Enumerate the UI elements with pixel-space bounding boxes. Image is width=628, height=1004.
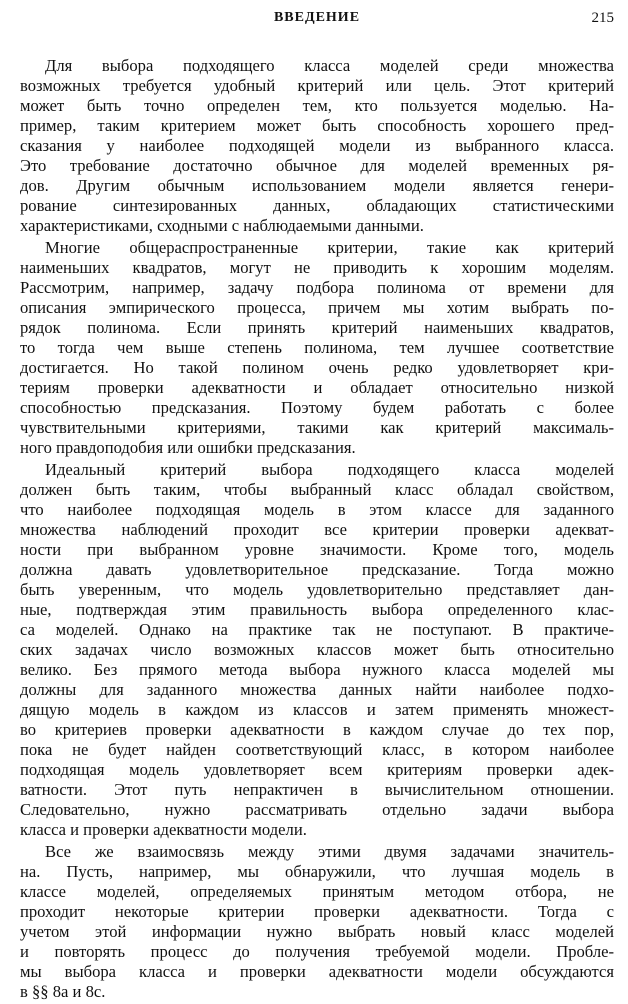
text-line: учетом этой информации нужно выбрать новый класс моделей [20, 922, 614, 941]
page-number: 215 [591, 10, 614, 26]
running-title: ВВЕДЕНИЕ [273, 10, 361, 25]
text-line: характеристиками, сходными с наблюдаемыми данными. [20, 216, 424, 235]
text-line: Все же взаимосвязь между этими двумя задачами значитель- [45, 842, 614, 861]
text-line: должен быть таким, чтобы выбранный класс обладал свойством, [20, 480, 614, 499]
text-line: должны для заданного множества данных найти наиболее подхо- [20, 680, 614, 699]
text-line: ских задачах число возможных классов может быть относительно [20, 640, 614, 659]
paragraph [20, 460, 614, 840]
text-line: достигается. Но такой полином очень редко удовлетворяет кри- [20, 358, 614, 377]
text-line: что наиболее подходящая модель в этом классе для заданного [20, 500, 614, 519]
text-line: Следовательно, нужно рассматривать отдельно задачи выбора [20, 800, 614, 819]
text-line: проходит некоторые критерии проверки адекватности. Тогда с [20, 902, 614, 921]
text-line: способностью предсказания. Поэтому будем работать с более [20, 398, 614, 417]
text-line: множества наблюдений проходит все критерии проверки адекват- [20, 520, 614, 539]
text-line: Рассмотрим, например, задачу подбора полинома от времени для [20, 278, 614, 297]
text-line: возможных требуется удобный критерий или цель. Этот критерий [20, 76, 614, 95]
text-line: Для выбора подходящего класса моделей среди множества [45, 56, 614, 75]
text-line: ного правдоподобия или ошибки предсказания. [20, 438, 356, 457]
text-line: во критериев проверки адекватности в каждом случае до тех пор, [20, 720, 614, 739]
paragraph [20, 56, 614, 236]
text-line: дов. Другим обычным использованием модели является генери- [20, 176, 614, 195]
text-line: пока не будет найден соответствующий класс, в котором наиболее [20, 740, 614, 759]
text-line: Многие общераспространенные критерии, такие как критерий [45, 238, 614, 257]
text-line: наименьших квадратов, могут не приводить к хорошим моделям. [20, 258, 614, 277]
text-line: ные, подтверждая этим правильность выбора определенного клас- [20, 600, 614, 619]
text-line: рядок полинома. Если принять критерий наименьших квадратов, [20, 318, 614, 337]
text-line: ватности. Этот путь непрактичен в вычислительном отношении. [20, 780, 614, 799]
text-line: классе моделей, определяемых принятым методом отбора, не [20, 882, 614, 901]
text-line: должна давать удовлетворительное предсказание. Тогда можно [20, 560, 614, 579]
text-line: мы выбора класса и проверки адекватности модели обсуждаются [20, 962, 614, 981]
text-line: сказания у наиболее подходящей модели из выбранного класса. [20, 136, 614, 155]
text-line: Идеальный критерий выбора подходящего класса моделей [45, 460, 614, 479]
paragraph [20, 238, 614, 458]
text-line: класса и проверки адекватности модели. [20, 820, 307, 839]
text-line: велико. Без прямого метода выбора нужного класса моделей мы [20, 660, 614, 679]
text-line: то тогда чем выше степень полинома, тем лучшее соответствие [20, 338, 614, 357]
text-line: и повторять процесс до получения требуемой модели. Пробле- [20, 942, 614, 961]
text-line: пример, таким критерием может быть способность хорошего пред- [20, 116, 614, 135]
body-text [20, 56, 614, 1004]
text-line: териям проверки адекватности и обладает относительно низкой [20, 378, 614, 397]
text-line: быть уверенным, что модель удовлетворительно представляет дан- [20, 580, 614, 599]
text-line: на. Пусть, например, мы обнаружили, что лучшая модель в [20, 862, 614, 881]
text-line: ности при выбранном уровне значимости. Кроме того, модель [20, 540, 614, 559]
text-line: дящую модель в каждом из классов и затем применять множест- [20, 700, 614, 719]
text-line: са моделей. Однако на практике так не поступают. В практиче- [20, 620, 614, 639]
paragraph [20, 842, 614, 1002]
text-line: описания эмпирического процесса, причем мы хотим выбрать по- [20, 298, 614, 317]
text-line: Это требование достаточно обычное для моделей временных ря- [20, 156, 614, 175]
text-line: рование синтезированных данных, обладающих статистическими [20, 196, 614, 215]
text-line: может быть точно определен тем, кто пользуется моделью. На- [20, 96, 614, 115]
text-line: подходящая модель удовлетворяет всем критериям проверки адек- [20, 760, 614, 779]
text-line: в §§ 8а и 8с. [20, 982, 106, 1001]
text-line: чувствительными критериями, такими как критерий максималь- [20, 418, 614, 437]
page-header [20, 10, 614, 34]
